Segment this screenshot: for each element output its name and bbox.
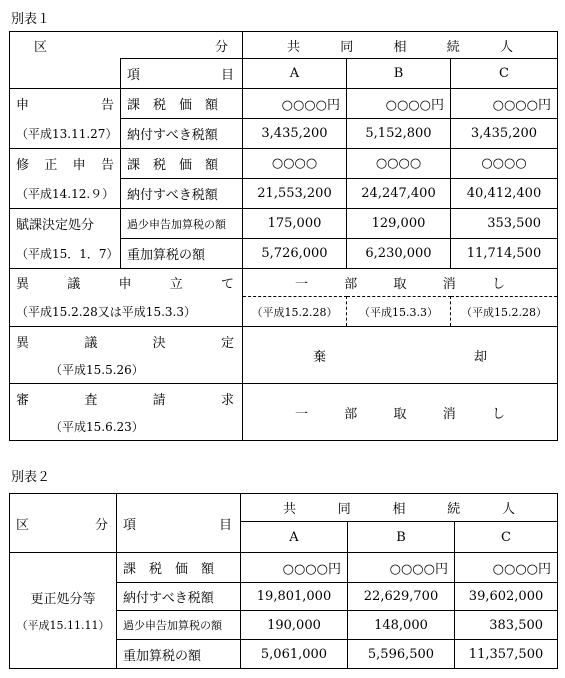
title-char: 告 bbox=[100, 158, 114, 174]
section-title-shinkoku bbox=[10, 89, 121, 119]
result-char: 棄 bbox=[313, 349, 327, 365]
value-cell: 24,247,400 bbox=[347, 179, 451, 209]
item-label: 納付すべき税額 bbox=[117, 583, 241, 611]
result-char: 一 bbox=[295, 277, 309, 292]
title-char: て bbox=[220, 277, 234, 293]
heir-char: 人 bbox=[499, 39, 513, 55]
t2-header-heirs bbox=[241, 494, 558, 522]
value-cell: ○○○○円 bbox=[347, 89, 451, 119]
title-char: 立 bbox=[169, 277, 183, 293]
section-title-fuka: 賦課決定処分 bbox=[10, 209, 121, 239]
value-cell: ○○○○円 bbox=[241, 553, 348, 583]
decision-title bbox=[10, 327, 243, 384]
value-cell: 383,500 bbox=[455, 611, 558, 640]
item-label: 過少申告加算税の額 bbox=[121, 209, 243, 239]
heir-char: 共 bbox=[283, 502, 297, 517]
objection-result bbox=[243, 269, 558, 297]
t2-section-date: （平成15.11.11） bbox=[16, 619, 110, 632]
value-cell: 11,714,500 bbox=[451, 239, 558, 269]
item-cell bbox=[121, 89, 243, 119]
objection-date: （平成15.2.28又は平成15.3.3） bbox=[10, 297, 243, 327]
section-title-shusei bbox=[10, 149, 121, 179]
section-date: （平成15．1．7） bbox=[10, 239, 121, 269]
result-char: 一 bbox=[295, 406, 309, 422]
result-char: 消 bbox=[442, 277, 456, 292]
value-cell: 3,435,200 bbox=[451, 119, 558, 149]
value-cell: 5,152,800 bbox=[347, 119, 451, 149]
value-cell: 175,000 bbox=[243, 209, 347, 239]
value-cell: 148,000 bbox=[348, 611, 455, 640]
t2-header-col-b: B bbox=[348, 522, 455, 553]
item-label: 過少申告加算税の額 bbox=[117, 611, 241, 640]
value-cell: 3,435,200 bbox=[243, 119, 347, 149]
header-kubun-a: 区 bbox=[34, 39, 48, 55]
result-char: 消 bbox=[442, 406, 456, 422]
value-cell: 22,629,700 bbox=[348, 583, 455, 611]
header-col-b: B bbox=[347, 59, 451, 89]
value-cell: 5,726,000 bbox=[243, 239, 347, 269]
value-cell: 129,000 bbox=[347, 209, 451, 239]
result-char: し bbox=[491, 406, 505, 422]
heir-char: 相 bbox=[393, 39, 407, 55]
header-item-a: 項 bbox=[127, 68, 141, 83]
t2-header-col-a: A bbox=[241, 522, 348, 553]
header-kubun-a: 区 bbox=[16, 517, 30, 533]
value-cell: ○○○○ bbox=[451, 149, 558, 179]
value-cell: 5,596,500 bbox=[348, 640, 455, 669]
review-date: （平成15.6.23） bbox=[50, 420, 144, 434]
t2-header-kubun bbox=[10, 494, 117, 553]
value-cell: 11,357,500 bbox=[455, 640, 558, 669]
value-cell: ○○○○ bbox=[347, 149, 451, 179]
item-label: 課 税 価 額 bbox=[117, 553, 241, 583]
title-char: 告 bbox=[100, 98, 114, 114]
result-char: 部 bbox=[344, 406, 358, 422]
table1-caption: 別表１ bbox=[11, 12, 51, 27]
title-char: 議 bbox=[84, 336, 98, 351]
item-label: 課 税 価 額 bbox=[127, 98, 219, 113]
value-cell: ○○○○円 bbox=[455, 553, 558, 583]
value-cell: ○○○○円 bbox=[243, 89, 347, 119]
title-char: 審 bbox=[16, 393, 30, 408]
title-char: 申 bbox=[72, 158, 86, 174]
header-kubun-b: 分 bbox=[214, 39, 228, 55]
value-cell: 21,553,200 bbox=[243, 179, 347, 209]
heir-char: 続 bbox=[446, 39, 460, 55]
heir-char: 相 bbox=[392, 502, 406, 517]
section-date: （平成13.11.27） bbox=[10, 119, 121, 149]
review-result bbox=[243, 384, 558, 441]
heir-char: 同 bbox=[337, 502, 351, 517]
review-title bbox=[10, 384, 243, 441]
title-char: 決 bbox=[152, 336, 166, 351]
value-cell: 353,500 bbox=[451, 209, 558, 239]
heir-char: 続 bbox=[447, 502, 461, 517]
result-char: 取 bbox=[393, 277, 407, 292]
item-label: 重加算税の額 bbox=[121, 239, 243, 269]
title-char: 査 bbox=[84, 393, 98, 408]
decision-result bbox=[243, 327, 558, 384]
header-item bbox=[121, 59, 243, 89]
result-char: 却 bbox=[473, 349, 487, 365]
objection-title bbox=[10, 269, 243, 297]
table2 bbox=[9, 493, 558, 669]
objection-date-a: （平成15.2.28） bbox=[243, 297, 347, 327]
value-cell: 39,602,000 bbox=[455, 583, 558, 611]
title-char: 異 bbox=[16, 277, 30, 293]
title-char: 求 bbox=[220, 393, 234, 408]
header-kubun bbox=[10, 32, 243, 59]
header-col-a: A bbox=[243, 59, 347, 89]
header-item-a: 項 bbox=[123, 517, 137, 533]
result-char: 取 bbox=[393, 406, 407, 422]
title-char: 議 bbox=[67, 277, 81, 293]
objection-date-b: （平成15.3.3） bbox=[347, 297, 451, 327]
title-char: 正 bbox=[44, 158, 58, 174]
item-label: 課 税 価 額 bbox=[121, 149, 243, 179]
value-cell: 19,801,000 bbox=[241, 583, 348, 611]
table1 bbox=[9, 31, 558, 441]
value-cell: 6,230,000 bbox=[347, 239, 451, 269]
t2-header-item bbox=[117, 494, 241, 553]
value-cell: ○○○○円 bbox=[348, 553, 455, 583]
section-date: （平成14.12.９） bbox=[10, 179, 121, 209]
value-cell: ○○○○ bbox=[243, 149, 347, 179]
item-label: 重加算税の額 bbox=[117, 640, 241, 669]
objection-date-c: （平成15.2.28） bbox=[451, 297, 558, 327]
t2-header-col-c: C bbox=[455, 522, 558, 553]
result-char: 部 bbox=[344, 277, 358, 292]
heir-char: 共 bbox=[287, 39, 301, 55]
heir-char: 同 bbox=[340, 39, 354, 55]
t2-section bbox=[10, 553, 117, 669]
item-label: 納付すべき税額 bbox=[121, 119, 243, 149]
header-item-b: 目 bbox=[218, 517, 232, 533]
header-item-b: 目 bbox=[220, 68, 234, 83]
item-label: 納付すべき税額 bbox=[121, 179, 243, 209]
value-cell: 5,061,000 bbox=[241, 640, 348, 669]
value-cell: 190,000 bbox=[241, 611, 348, 640]
title-char: 修 bbox=[16, 158, 30, 174]
value-cell: 40,412,400 bbox=[451, 179, 558, 209]
t2-section-title: 更正処分等 bbox=[30, 592, 96, 607]
title-char: 請 bbox=[152, 393, 166, 408]
value-cell: ○○○○円 bbox=[451, 89, 558, 119]
header-heirs bbox=[243, 32, 558, 59]
header-kubun-b: 分 bbox=[94, 517, 108, 533]
title-char: 定 bbox=[220, 336, 234, 351]
header-col-c: C bbox=[451, 59, 558, 89]
title-char: 異 bbox=[16, 336, 30, 351]
result-char: し bbox=[491, 277, 505, 292]
title-char: 申 bbox=[16, 98, 30, 114]
heir-char: 人 bbox=[502, 502, 516, 517]
header-blank bbox=[10, 59, 121, 89]
decision-date: （平成15.5.26） bbox=[50, 363, 144, 377]
table2-caption: 別表２ bbox=[11, 470, 51, 485]
title-char: 申 bbox=[118, 277, 132, 293]
